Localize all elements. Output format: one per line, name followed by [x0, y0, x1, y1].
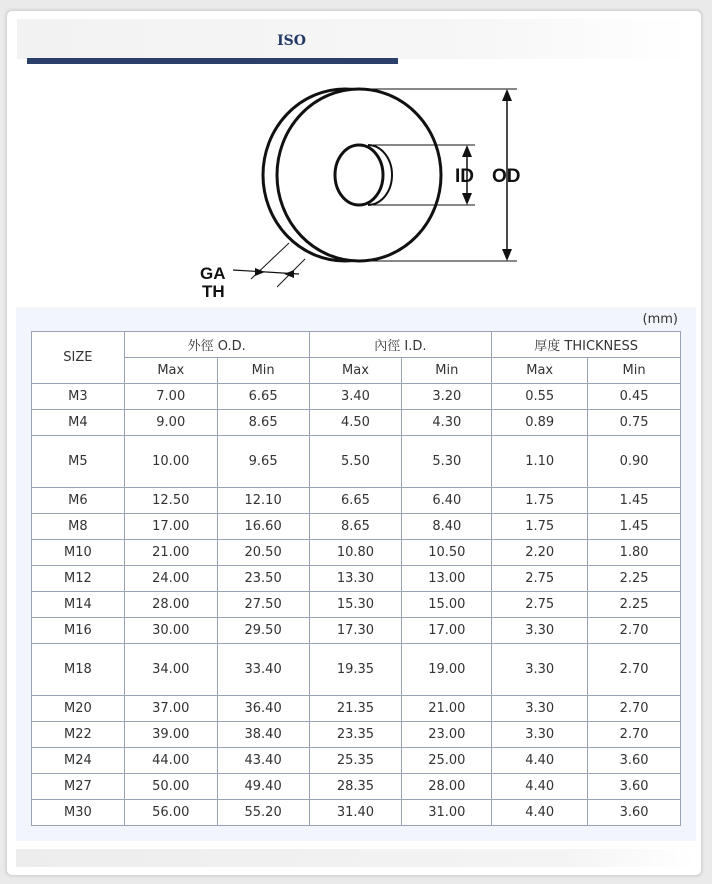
cell-id-max: 23.35: [309, 722, 402, 748]
cell-id-min: 31.00: [402, 800, 492, 826]
cell-th-max: 3.30: [492, 696, 588, 722]
cell-id-max: 17.30: [309, 618, 402, 644]
cell-th-max: 3.30: [492, 644, 588, 696]
cell-th-min: 2.70: [588, 696, 681, 722]
table-row: [32, 540, 681, 566]
group-header-id: 內徑 I.D.: [309, 332, 492, 358]
table-row: [32, 410, 681, 436]
cell-od-min: 49.40: [217, 774, 309, 800]
cell-size: M24: [32, 748, 125, 774]
cell-od-min: 6.65: [217, 384, 309, 410]
title-underline: [27, 58, 398, 64]
table-row: [32, 800, 681, 826]
sub-header-id-min: Min: [402, 358, 492, 384]
table-row: [32, 644, 681, 696]
cell-th-min: 0.45: [588, 384, 681, 410]
group-header-thickness: 厚度 THICKNESS: [492, 332, 681, 358]
cell-od-max: 44.00: [124, 748, 217, 774]
cell-th-min: 3.60: [588, 774, 681, 800]
cell-od-max: 10.00: [124, 436, 217, 488]
cell-th-max: 0.55: [492, 384, 588, 410]
cell-od-min: 36.40: [217, 696, 309, 722]
cell-th-max: 2.20: [492, 540, 588, 566]
cell-od-max: 39.00: [124, 722, 217, 748]
cell-od-min: 38.40: [217, 722, 309, 748]
cell-size: M18: [32, 644, 125, 696]
footer-bar: [16, 849, 696, 867]
table-row: [32, 722, 681, 748]
cell-th-min: 1.80: [588, 540, 681, 566]
cell-od-min: 9.65: [217, 436, 309, 488]
cell-th-max: 1.75: [492, 488, 588, 514]
cell-th-min: 0.90: [588, 436, 681, 488]
cell-th-min: 2.25: [588, 566, 681, 592]
cell-id-min: 8.40: [402, 514, 492, 540]
cell-id-max: 10.80: [309, 540, 402, 566]
cell-id-min: 19.00: [402, 644, 492, 696]
sub-header-th-min: Min: [588, 358, 681, 384]
cell-th-min: 2.70: [588, 618, 681, 644]
cell-od-min: 20.50: [217, 540, 309, 566]
table-row: [32, 696, 681, 722]
cell-th-max: 3.30: [492, 722, 588, 748]
cell-id-max: 21.35: [309, 696, 402, 722]
cell-od-max: 34.00: [124, 644, 217, 696]
table-row: [32, 488, 681, 514]
cell-od-max: 30.00: [124, 618, 217, 644]
id-label: ID: [455, 166, 474, 187]
table-row: [32, 436, 681, 488]
cell-th-min: 1.45: [588, 488, 681, 514]
cell-th-max: 3.30: [492, 618, 588, 644]
size-header: SIZE: [32, 332, 125, 384]
cell-size: M27: [32, 774, 125, 800]
cell-od-max: 56.00: [124, 800, 217, 826]
table-row: [32, 748, 681, 774]
cell-id-min: 17.00: [402, 618, 492, 644]
spec-table-area: [16, 307, 696, 841]
cell-od-min: 12.10: [217, 488, 309, 514]
cell-size: M22: [32, 722, 125, 748]
cell-id-min: 25.00: [402, 748, 492, 774]
table-row: [32, 384, 681, 410]
cell-th-min: 0.75: [588, 410, 681, 436]
cell-id-max: 6.65: [309, 488, 402, 514]
cell-size: M14: [32, 592, 125, 618]
cell-size: M10: [32, 540, 125, 566]
table-row: [32, 566, 681, 592]
cell-od-min: 55.20: [217, 800, 309, 826]
cell-th-min: 3.60: [588, 800, 681, 826]
cell-od-max: 17.00: [124, 514, 217, 540]
cell-th-max: 0.89: [492, 410, 588, 436]
page-title: ISO: [277, 33, 306, 49]
cell-id-min: 5.30: [402, 436, 492, 488]
cell-size: M8: [32, 514, 125, 540]
cell-th-max: 1.75: [492, 514, 588, 540]
od-arrow-bottom: [502, 249, 512, 261]
cell-th-min: 3.60: [588, 748, 681, 774]
cell-size: M16: [32, 618, 125, 644]
cell-od-max: 50.00: [124, 774, 217, 800]
cell-id-min: 4.30: [402, 410, 492, 436]
unit-label: (mm): [642, 312, 678, 327]
th-label: TH: [202, 282, 225, 301]
cell-od-min: 16.60: [217, 514, 309, 540]
cell-od-max: 9.00: [124, 410, 217, 436]
cell-id-max: 3.40: [309, 384, 402, 410]
cell-od-min: 27.50: [217, 592, 309, 618]
table-row: [32, 592, 681, 618]
cell-id-max: 13.30: [309, 566, 402, 592]
cell-od-min: 33.40: [217, 644, 309, 696]
cell-size: M30: [32, 800, 125, 826]
cell-id-max: 4.50: [309, 410, 402, 436]
cell-od-max: 24.00: [124, 566, 217, 592]
ga-label: GA: [200, 264, 226, 283]
id-arrow-bottom: [462, 193, 472, 205]
cell-od-min: 23.50: [217, 566, 309, 592]
cell-th-max: 2.75: [492, 566, 588, 592]
cell-size: M12: [32, 566, 125, 592]
cell-th-min: 2.70: [588, 722, 681, 748]
cell-id-min: 10.50: [402, 540, 492, 566]
cell-th-min: 2.70: [588, 644, 681, 696]
cell-size: M5: [32, 436, 125, 488]
cell-od-max: 21.00: [124, 540, 217, 566]
cell-od-min: 43.40: [217, 748, 309, 774]
cell-id-min: 15.00: [402, 592, 492, 618]
cell-od-max: 28.00: [124, 592, 217, 618]
title-bar: [17, 19, 691, 59]
cell-id-min: 6.40: [402, 488, 492, 514]
cell-th-max: 1.10: [492, 436, 588, 488]
cell-id-max: 25.35: [309, 748, 402, 774]
content-card: [6, 10, 702, 876]
cell-size: M4: [32, 410, 125, 436]
cell-id-max: 5.50: [309, 436, 402, 488]
group-header-od: 外徑 O.D.: [124, 332, 309, 358]
th-arrow-right: [284, 270, 294, 278]
cell-od-max: 37.00: [124, 696, 217, 722]
cell-od-min: 8.65: [217, 410, 309, 436]
cell-th-min: 1.45: [588, 514, 681, 540]
sub-header-id-max: Max: [309, 358, 402, 384]
cell-id-max: 8.65: [309, 514, 402, 540]
cell-id-min: 28.00: [402, 774, 492, 800]
cell-id-max: 15.30: [309, 592, 402, 618]
sub-header-th-max: Max: [492, 358, 588, 384]
od-arrow-top: [502, 89, 512, 101]
cell-od-min: 29.50: [217, 618, 309, 644]
washer-diagram: [187, 83, 527, 305]
cell-id-min: 23.00: [402, 722, 492, 748]
th-arrow-left: [255, 268, 265, 276]
cell-size: M20: [32, 696, 125, 722]
sub-header-od-max: Max: [124, 358, 217, 384]
cell-id-max: 19.35: [309, 644, 402, 696]
table-row: [32, 514, 681, 540]
cell-id-max: 28.35: [309, 774, 402, 800]
cell-th-min: 2.25: [588, 592, 681, 618]
od-label: OD: [492, 166, 521, 187]
cell-th-max: 4.40: [492, 774, 588, 800]
washer-hole: [335, 145, 383, 205]
spec-table: [31, 331, 681, 826]
id-arrow-top: [462, 145, 472, 157]
cell-th-max: 4.40: [492, 800, 588, 826]
sub-header-od-min: Min: [217, 358, 309, 384]
cell-od-max: 7.00: [124, 384, 217, 410]
cell-id-min: 21.00: [402, 696, 492, 722]
cell-id-min: 3.20: [402, 384, 492, 410]
cell-id-max: 31.40: [309, 800, 402, 826]
cell-th-max: 4.40: [492, 748, 588, 774]
cell-size: M3: [32, 384, 125, 410]
table-row: [32, 618, 681, 644]
cell-od-max: 12.50: [124, 488, 217, 514]
cell-id-min: 13.00: [402, 566, 492, 592]
cell-th-max: 2.75: [492, 592, 588, 618]
cell-size: M6: [32, 488, 125, 514]
table-row: [32, 774, 681, 800]
